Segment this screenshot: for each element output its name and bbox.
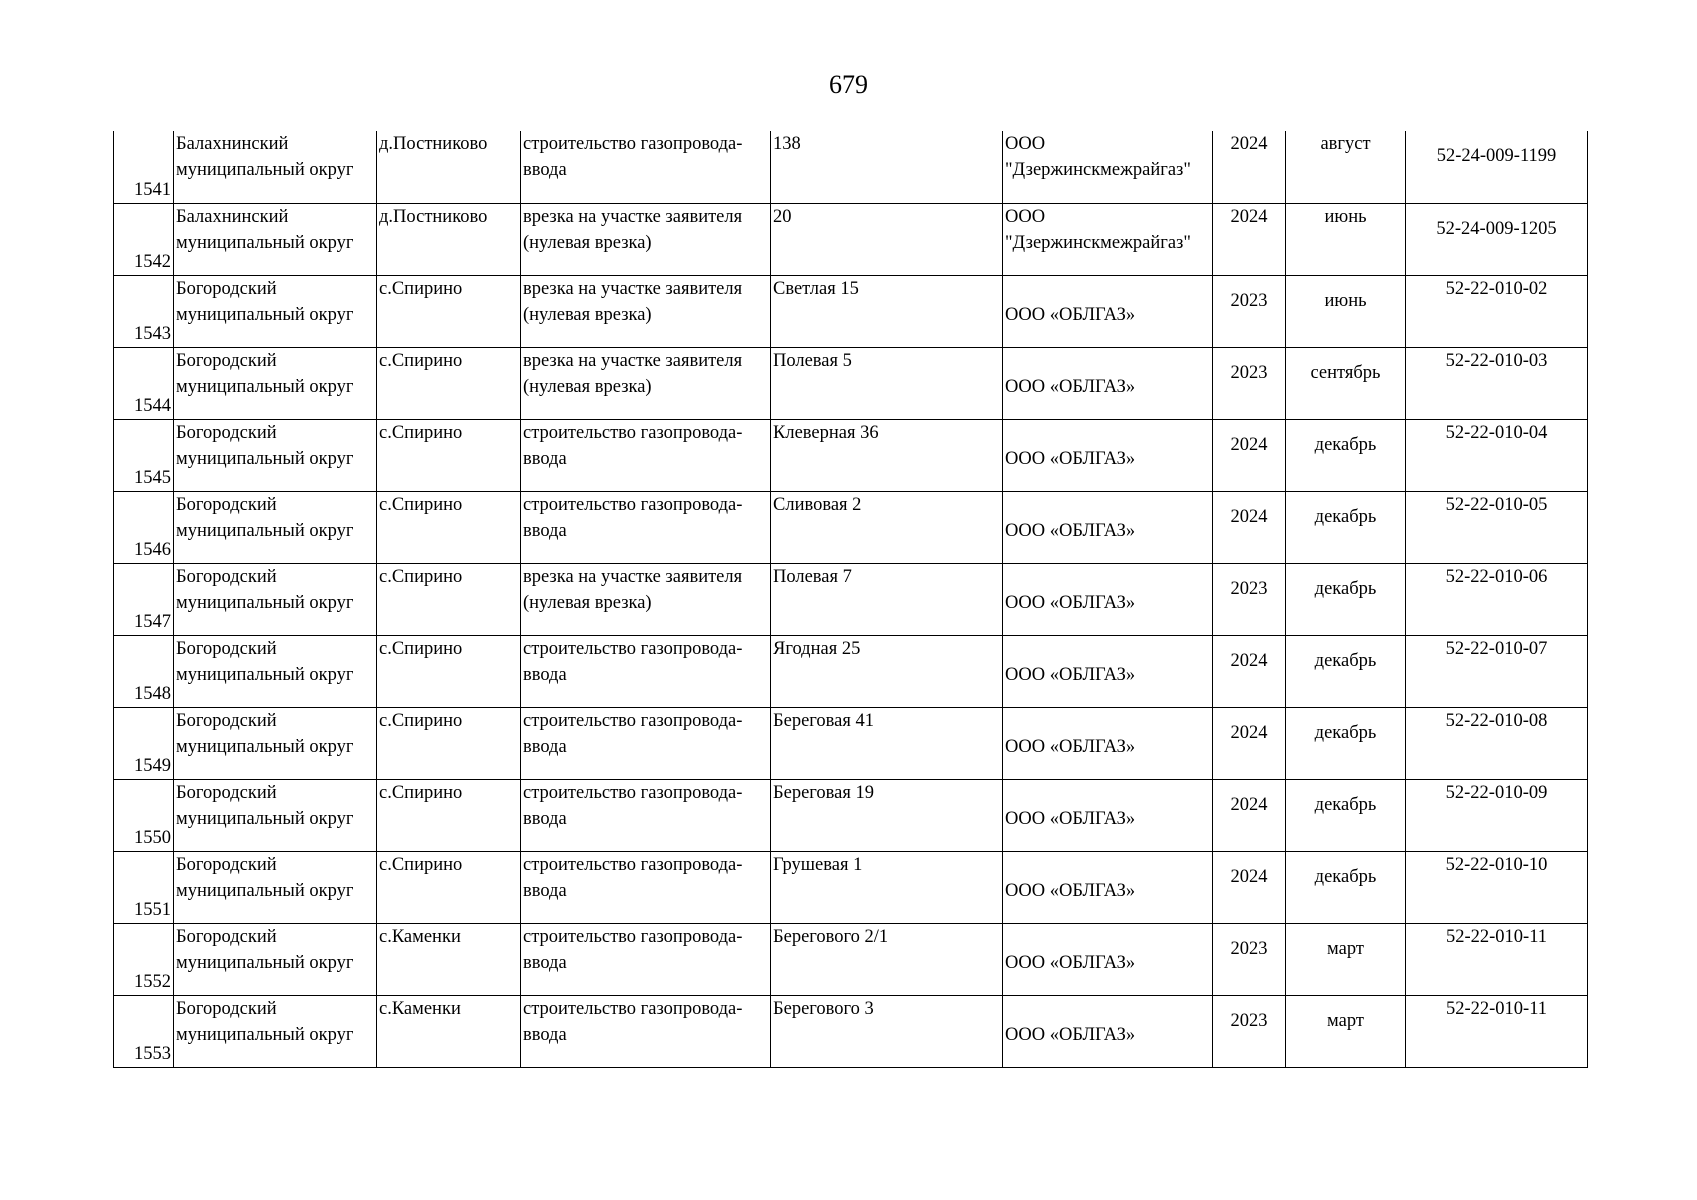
- address-cell: Берегового 2/1: [771, 923, 1003, 995]
- district-type: муниципальный округ: [176, 592, 354, 613]
- organization-cell: [1003, 707, 1213, 779]
- month-cell: декабрь: [1286, 491, 1406, 563]
- organization-cell: [1003, 203, 1213, 275]
- district-type: муниципальный округ: [176, 304, 354, 325]
- district-cell: [174, 347, 377, 419]
- organization-cell: [1003, 275, 1213, 347]
- table-row: [114, 347, 1588, 419]
- work-type-line-1: строительство газопровода-: [523, 422, 743, 443]
- code-cell: 52-22-010-07: [1406, 635, 1588, 707]
- row-number-cell: 1549: [114, 707, 174, 779]
- year-cell: 2024: [1213, 779, 1286, 851]
- table-row: [114, 851, 1588, 923]
- month-cell: июнь: [1286, 275, 1406, 347]
- address-cell: Берегового 3: [771, 995, 1003, 1067]
- organization-line-1: ООО «ОБЛГАЗ»: [1005, 952, 1136, 973]
- year-cell: 2023: [1213, 923, 1286, 995]
- month-cell: июнь: [1286, 203, 1406, 275]
- year-cell: 2023: [1213, 995, 1286, 1067]
- work-type-line-1: врезка на участке заявителя: [523, 206, 743, 227]
- work-type-line-2: ввода: [523, 952, 567, 973]
- address-cell: Полевая 5: [771, 347, 1003, 419]
- year-cell: 2023: [1213, 347, 1286, 419]
- year-cell: 2024: [1213, 131, 1286, 203]
- organization-line-2: "Дзержинскмежрайгаз": [1005, 232, 1191, 253]
- settlement-cell: д.Постниково: [377, 131, 521, 203]
- settlement-cell: с.Спирино: [377, 419, 521, 491]
- address-cell: Полевая 7: [771, 563, 1003, 635]
- table-row: [114, 275, 1588, 347]
- district-type: муниципальный округ: [176, 808, 354, 829]
- year-cell: 2024: [1213, 203, 1286, 275]
- organization-cell: [1003, 995, 1213, 1067]
- district-cell: [174, 419, 377, 491]
- table-row: [114, 995, 1588, 1067]
- row-number-cell: 1553: [114, 995, 174, 1067]
- registry-body: [114, 131, 1588, 1067]
- work-type-line-1: строительство газопровода-: [523, 638, 743, 659]
- work-type-cell: [521, 419, 771, 491]
- work-type-cell: [521, 995, 771, 1067]
- row-number-cell: 1544: [114, 347, 174, 419]
- district-cell: [174, 203, 377, 275]
- district-name: Богородский: [176, 854, 277, 875]
- district-type: муниципальный округ: [176, 232, 354, 253]
- table-row: [114, 707, 1588, 779]
- district-type: муниципальный округ: [176, 952, 354, 973]
- settlement-cell: с.Спирино: [377, 347, 521, 419]
- settlement-cell: с.Каменки: [377, 995, 521, 1067]
- address-cell: Клеверная 36: [771, 419, 1003, 491]
- code-cell: 52-22-010-11: [1406, 923, 1588, 995]
- work-type-line-2: ввода: [523, 448, 567, 469]
- work-type-cell: [521, 275, 771, 347]
- organization-line-1: ООО «ОБЛГАЗ»: [1005, 664, 1136, 685]
- month-cell: сентябрь: [1286, 347, 1406, 419]
- work-type-line-1: строительство газопровода-: [523, 782, 743, 803]
- row-number-cell: 1546: [114, 491, 174, 563]
- work-type-cell: [521, 491, 771, 563]
- work-type-line-2: ввода: [523, 520, 567, 541]
- district-cell: [174, 851, 377, 923]
- district-type: муниципальный округ: [176, 880, 354, 901]
- district-type: муниципальный округ: [176, 160, 354, 180]
- row-number-cell: 1543: [114, 275, 174, 347]
- district-cell: [174, 635, 377, 707]
- address-cell: Сливовая 2: [771, 491, 1003, 563]
- work-type-cell: [521, 563, 771, 635]
- district-cell: [174, 563, 377, 635]
- address-cell: Береговая 41: [771, 707, 1003, 779]
- work-type-cell: [521, 779, 771, 851]
- organization-cell: [1003, 851, 1213, 923]
- table-row: [114, 491, 1588, 563]
- district-name: Богородский: [176, 278, 277, 299]
- organization-line-2: "Дзержинскмежрайгаз": [1005, 160, 1191, 180]
- work-type-line-2: ввода: [523, 1024, 567, 1045]
- district-name: Балахнинский: [176, 134, 289, 154]
- district-name: Богородский: [176, 782, 277, 803]
- work-type-line-1: врезка на участке заявителя: [523, 350, 743, 371]
- district-name: Богородский: [176, 566, 277, 587]
- organization-line-1: ООО «ОБЛГАЗ»: [1005, 448, 1136, 469]
- district-cell: [174, 779, 377, 851]
- settlement-cell: д.Постниково: [377, 203, 521, 275]
- district-cell: [174, 707, 377, 779]
- address-cell: Грушевая 1: [771, 851, 1003, 923]
- work-type-cell: [521, 347, 771, 419]
- work-type-line-1: строительство газопровода-: [523, 926, 743, 947]
- settlement-cell: с.Спирино: [377, 563, 521, 635]
- row-number-cell: 1545: [114, 419, 174, 491]
- organization-cell: [1003, 131, 1213, 203]
- organization-line-1: ООО «ОБЛГАЗ»: [1005, 1024, 1136, 1045]
- organization-line-1: ООО «ОБЛГАЗ»: [1005, 304, 1136, 325]
- registry-table: [113, 131, 1588, 1068]
- row-number-cell: 1548: [114, 635, 174, 707]
- row-number-cell: 1552: [114, 923, 174, 995]
- district-type: муниципальный округ: [176, 664, 354, 685]
- work-type-line-2: ввода: [523, 880, 567, 901]
- organization-line-1: ООО «ОБЛГАЗ»: [1005, 376, 1136, 397]
- month-cell: декабрь: [1286, 635, 1406, 707]
- month-cell: март: [1286, 995, 1406, 1067]
- row-number-cell: 1541: [114, 131, 174, 203]
- organization-line-1: ООО: [1005, 134, 1046, 154]
- code-cell: 52-22-010-06: [1406, 563, 1588, 635]
- settlement-cell: с.Спирино: [377, 491, 521, 563]
- table-row: [114, 923, 1588, 995]
- work-type-line-2: (нулевая врезка): [523, 376, 652, 397]
- district-type: муниципальный округ: [176, 448, 354, 469]
- code-cell: 52-22-010-03: [1406, 347, 1588, 419]
- organization-line-1: ООО «ОБЛГАЗ»: [1005, 808, 1136, 829]
- address-cell: 138: [771, 131, 1003, 203]
- organization-line-1: ООО «ОБЛГАЗ»: [1005, 736, 1136, 757]
- code-cell: 52-24-009-1199: [1406, 131, 1588, 203]
- month-cell: март: [1286, 923, 1406, 995]
- code-cell: 52-24-009-1205: [1406, 203, 1588, 275]
- code-cell: 52-22-010-02: [1406, 275, 1588, 347]
- work-type-line-2: ввода: [523, 664, 567, 685]
- settlement-cell: с.Спирино: [377, 707, 521, 779]
- code-cell: 52-22-010-09: [1406, 779, 1588, 851]
- table-row: [114, 131, 1588, 203]
- code-cell: 52-22-010-11: [1406, 995, 1588, 1067]
- organization-cell: [1003, 419, 1213, 491]
- district-type: муниципальный округ: [176, 1024, 354, 1045]
- district-name: Богородский: [176, 494, 277, 515]
- organization-line-1: ООО «ОБЛГАЗ»: [1005, 880, 1136, 901]
- row-number-cell: 1550: [114, 779, 174, 851]
- organization-cell: [1003, 779, 1213, 851]
- address-cell: Светлая 15: [771, 275, 1003, 347]
- organization-cell: [1003, 635, 1213, 707]
- address-cell: 20: [771, 203, 1003, 275]
- table-row: [114, 779, 1588, 851]
- work-type-line-1: строительство газопровода-: [523, 710, 743, 731]
- district-name: Балахнинский: [176, 206, 289, 227]
- row-number-cell: 1547: [114, 563, 174, 635]
- district-name: Богородский: [176, 422, 277, 443]
- table-row: [114, 203, 1588, 275]
- district-name: Богородский: [176, 926, 277, 947]
- district-name: Богородский: [176, 998, 277, 1019]
- row-number-cell: 1551: [114, 851, 174, 923]
- code-cell: 52-22-010-10: [1406, 851, 1588, 923]
- year-cell: 2023: [1213, 275, 1286, 347]
- organization-line-1: ООО «ОБЛГАЗ»: [1005, 592, 1136, 613]
- table-row: [114, 419, 1588, 491]
- year-cell: 2024: [1213, 851, 1286, 923]
- district-type: муниципальный округ: [176, 520, 354, 541]
- settlement-cell: с.Спирино: [377, 275, 521, 347]
- organization-cell: [1003, 491, 1213, 563]
- district-type: муниципальный округ: [176, 376, 354, 397]
- work-type-cell: [521, 851, 771, 923]
- work-type-line-2: ввода: [523, 808, 567, 829]
- settlement-cell: с.Спирино: [377, 635, 521, 707]
- table-row: [114, 563, 1588, 635]
- year-cell: 2024: [1213, 635, 1286, 707]
- organization-line-1: ООО «ОБЛГАЗ»: [1005, 520, 1136, 541]
- settlement-cell: с.Спирино: [377, 779, 521, 851]
- year-cell: 2023: [1213, 563, 1286, 635]
- year-cell: 2024: [1213, 707, 1286, 779]
- work-type-cell: [521, 131, 771, 203]
- page-number: 679: [829, 70, 868, 99]
- address-cell: Ягодная 25: [771, 635, 1003, 707]
- work-type-line-1: строительство газопровода-: [523, 134, 743, 154]
- district-name: Богородский: [176, 638, 277, 659]
- work-type-line-1: врезка на участке заявителя: [523, 278, 743, 299]
- code-cell: 52-22-010-04: [1406, 419, 1588, 491]
- address-cell: Береговая 19: [771, 779, 1003, 851]
- district-cell: [174, 995, 377, 1067]
- code-cell: 52-22-010-05: [1406, 491, 1588, 563]
- work-type-line-2: (нулевая врезка): [523, 304, 652, 325]
- district-cell: [174, 131, 377, 203]
- month-cell: декабрь: [1286, 563, 1406, 635]
- district-name: Богородский: [176, 350, 277, 371]
- district-cell: [174, 491, 377, 563]
- month-cell: август: [1286, 131, 1406, 203]
- work-type-line-1: строительство газопровода-: [523, 998, 743, 1019]
- work-type-cell: [521, 707, 771, 779]
- organization-line-1: ООО: [1005, 206, 1046, 227]
- district-type: муниципальный округ: [176, 736, 354, 757]
- work-type-line-1: строительство газопровода-: [523, 854, 743, 875]
- work-type-line-1: строительство газопровода-: [523, 494, 743, 515]
- table-row: [114, 635, 1588, 707]
- work-type-line-2: (нулевая врезка): [523, 232, 652, 253]
- work-type-cell: [521, 635, 771, 707]
- row-number-cell: 1542: [114, 203, 174, 275]
- year-cell: 2024: [1213, 419, 1286, 491]
- work-type-cell: [521, 923, 771, 995]
- settlement-cell: с.Каменки: [377, 923, 521, 995]
- month-cell: декабрь: [1286, 779, 1406, 851]
- month-cell: декабрь: [1286, 419, 1406, 491]
- work-type-line-1: врезка на участке заявителя: [523, 566, 743, 587]
- district-cell: [174, 275, 377, 347]
- work-type-cell: [521, 203, 771, 275]
- organization-cell: [1003, 563, 1213, 635]
- month-cell: декабрь: [1286, 707, 1406, 779]
- month-cell: декабрь: [1286, 851, 1406, 923]
- organization-cell: [1003, 923, 1213, 995]
- organization-cell: [1003, 347, 1213, 419]
- year-cell: 2024: [1213, 491, 1286, 563]
- code-cell: 52-22-010-08: [1406, 707, 1588, 779]
- work-type-line-2: (нулевая врезка): [523, 592, 652, 613]
- district-cell: [174, 923, 377, 995]
- district-name: Богородский: [176, 710, 277, 731]
- settlement-cell: с.Спирино: [377, 851, 521, 923]
- work-type-line-2: ввода: [523, 736, 567, 757]
- work-type-line-2: ввода: [523, 160, 567, 180]
